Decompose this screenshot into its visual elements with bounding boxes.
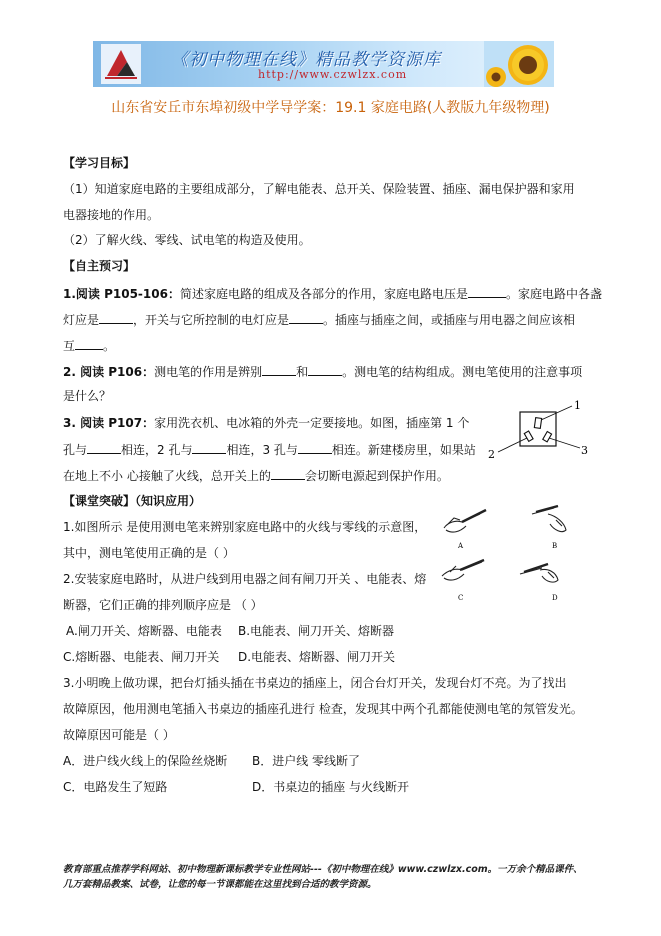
document-title: 山东省安丘市东埠初级中学导学案：19.1 家庭电路(人教版九年级物理) — [111, 100, 550, 116]
practice-q1-line-1: 1.如图所示 是使用测电笔来辨别家庭电路中的火线与零线的示意图， — [63, 520, 427, 534]
q2-blank-2[interactable] — [308, 363, 342, 376]
preview-q3-line-3 — [63, 467, 449, 484]
practice-q3-line-3: 故障原因可能是（ ） — [63, 728, 175, 742]
sunflower-icon — [484, 41, 554, 87]
q3-blank-1[interactable] — [87, 441, 121, 454]
test-pen-a-icon — [444, 510, 486, 532]
practice-q3-option-d[interactable]: D．书桌边的插座 与火线断开 — [252, 780, 410, 794]
test-pen-b-icon — [532, 506, 566, 532]
preview-q1-line-1 — [63, 285, 602, 302]
practice-q1-line-2: 其中，测电笔使用正确的是（ ） — [63, 546, 235, 560]
practice-q3-option-a[interactable]: A．进户线火线上的保险丝烧断 — [63, 754, 228, 768]
practice-q2-option-b[interactable]: B.电能表、闸刀开关、熔断器 — [238, 624, 395, 638]
q3-text-b: 孔与 — [63, 443, 88, 457]
q3-text-d: 相连，3 孔与 — [226, 443, 298, 457]
page-footer — [63, 862, 623, 892]
preview-q1-line-2 — [63, 311, 575, 328]
test-pen-diagram — [436, 500, 596, 605]
preview-q2-line-1 — [63, 363, 582, 380]
goal-1-line-1: （1）知道家庭电路的主要组成部分，了解电能表、总开关、保险装置、插座、漏电保护器和家用 — [63, 182, 575, 196]
pen-label-a: A — [458, 542, 464, 550]
site-logo-icon — [101, 44, 141, 84]
preview-q3-line-2 — [63, 441, 476, 458]
header-banner — [93, 41, 554, 87]
q1-label: 1.阅读 P105-106： — [63, 287, 180, 301]
q1-blank-3[interactable] — [289, 311, 323, 324]
practice-q3-line-2: 故障原因，他用测电笔插入书桌边的插座孔进行 检查，发现其中两个孔都能使测电笔的氖管发光。 — [63, 702, 583, 716]
goals-heading: 【学习目标】 — [63, 156, 136, 170]
q2-blank-1[interactable] — [262, 363, 296, 376]
banner-url[interactable]: http://www.czwlzx.com — [258, 68, 408, 81]
q1-text-e: 。插座与插座之间，或插座与用电器之间应该相 — [323, 313, 576, 327]
socket-label-1: 1 — [574, 399, 581, 412]
goal-2: （2）了解火线、零线、试电笔的构造及使用。 — [63, 233, 311, 247]
q3-text-a: 家用洗衣机、电冰箱的外壳一定要接地。如图，插座第 1 个 — [154, 416, 470, 430]
q1-text-a: 简述家庭电路的组成及各部分的作用，家庭电路电压是 — [179, 287, 468, 301]
q2-text-c: 。测电笔的结构组成。测电笔使用的注意事项 — [342, 365, 583, 379]
practice-q2-option-d[interactable]: D.电能表、熔断器、闸刀开关 — [238, 650, 396, 664]
socket-diagram-icon — [486, 398, 591, 460]
practice-q3-option-c[interactable]: C．电路发生了短路 — [63, 780, 168, 794]
q3-label: 3. 阅读 P107： — [63, 416, 155, 430]
goal-1-line-2: 电器接地的作用。 — [63, 208, 160, 222]
footer-line-2: 几万套精品教案、试卷，让您的每一节课都能在这里找到合适的教学资源。 — [63, 879, 377, 890]
q1-blank-4[interactable] — [75, 337, 103, 350]
practice-q2-option-a[interactable]: A.闸刀开关、熔断器、电能表 — [66, 624, 222, 638]
test-pen-d-icon — [520, 564, 558, 582]
q3-blank-2[interactable] — [192, 441, 226, 454]
banner-title: 《初中物理在线》精品教学资源库 — [171, 50, 441, 70]
q3-text-g: 会切断电源起到保护作用。 — [304, 469, 449, 483]
preview-q1-line-3 — [63, 337, 115, 354]
q3-blank-4[interactable] — [271, 467, 305, 480]
q3-blank-3[interactable] — [298, 441, 332, 454]
practice-q2-line-1: 2.安装家庭电路时，从进户线到用电器之间有闸刀开关 、电能表、熔 — [63, 572, 427, 586]
q1-text-b: 。家庭电路中各盏 — [505, 287, 602, 301]
preview-q2-line-2: 是什么？ — [63, 389, 112, 403]
q3-text-c: 相连，2 孔与 — [121, 443, 193, 457]
q3-text-f: 在地上不小 心接触了火线，总开关上的 — [63, 469, 271, 483]
pen-label-d: D — [552, 594, 558, 602]
practice-heading: 【课堂突破】（知识应用） — [63, 494, 202, 508]
preview-q3-line-1 — [63, 415, 469, 431]
q2-label: 2. 阅读 P106： — [63, 365, 155, 379]
q1-text-c: 灯应是 — [63, 313, 100, 327]
q2-text-a: 测电笔的作用是辨别 — [154, 365, 263, 379]
practice-q3-line-1: 3.小明晚上做功课，把台灯插头插在书桌边的插座上，闭合台灯开关，发现台灯不亮。为了找出 — [63, 676, 567, 690]
test-pen-c-icon — [442, 560, 484, 580]
socket-label-3: 3 — [581, 444, 588, 457]
practice-q2-option-c[interactable]: C.熔断器、电能表、闸刀开关 — [63, 650, 220, 664]
q1-text-g: 。 — [103, 339, 116, 353]
footer-line-1: 教育部重点推荐学科网站、初中物理新课标教学专业性网站---《初中物理在线》www.czwlzx.com。一万余个精品课件、 — [63, 864, 583, 875]
preview-heading: 【自主预习】 — [63, 259, 136, 273]
pen-label-b: B — [552, 542, 558, 550]
q1-blank-1[interactable] — [468, 285, 506, 298]
pen-label-c: C — [458, 594, 464, 602]
q1-text-d: ，开关与它所控制的电灯应是 — [133, 313, 290, 327]
practice-q2-line-2: 断器，它们正确的排列顺序应是 （ ） — [63, 598, 263, 612]
q2-text-b: 和 — [296, 365, 309, 379]
q3-text-e: 相连。新建楼房里，如果站 — [331, 443, 476, 457]
socket-label-2: 2 — [488, 448, 495, 460]
practice-q3-option-b[interactable]: B．进户线 零线断了 — [252, 754, 361, 768]
q1-text-f: 互 — [63, 339, 76, 353]
q1-blank-2[interactable] — [99, 311, 133, 324]
